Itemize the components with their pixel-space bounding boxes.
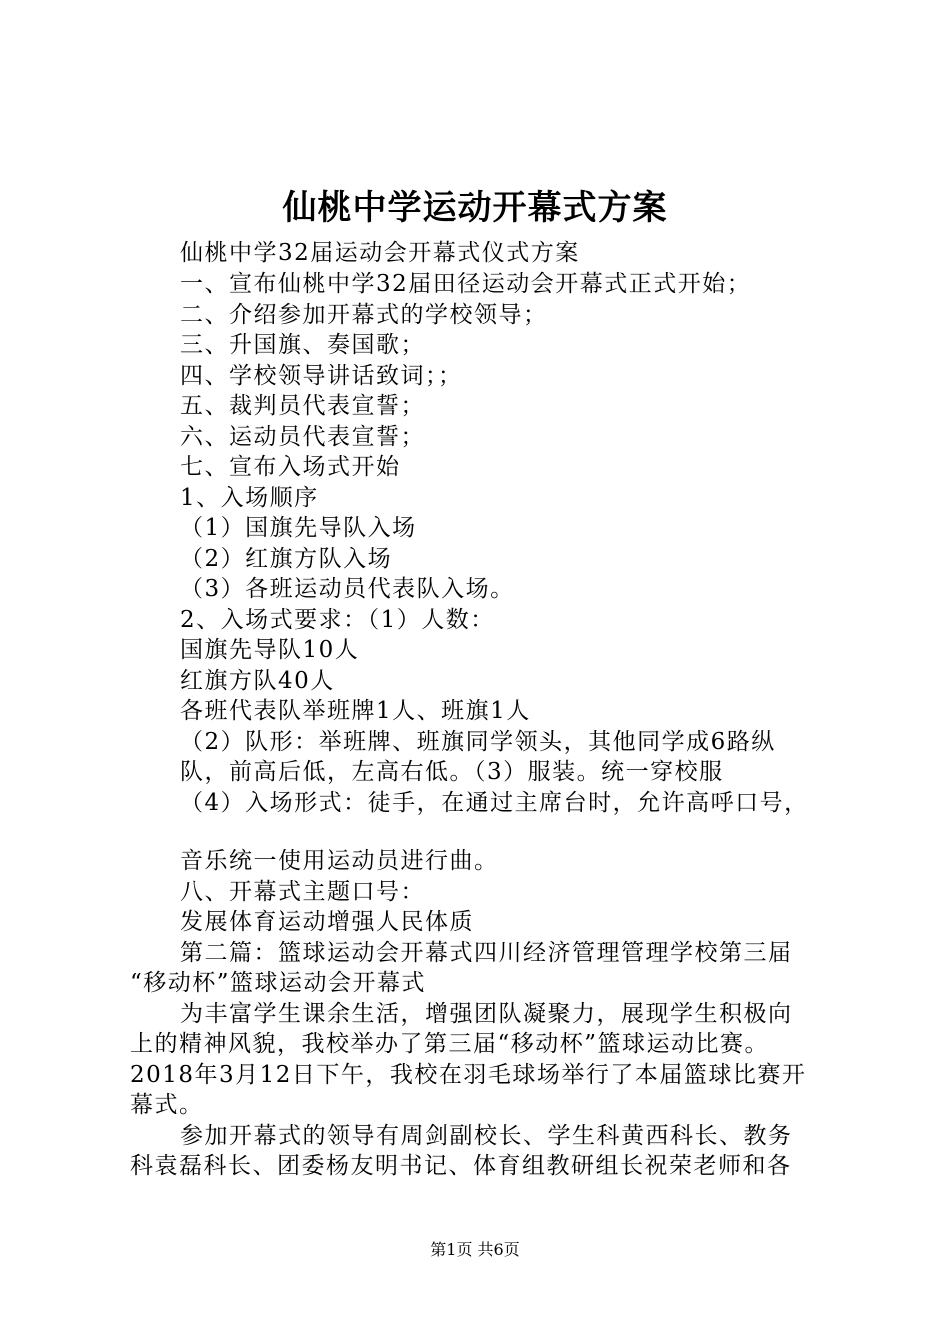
body-line: 1、入场顺序: [180, 485, 319, 511]
body-line: 科袁磊科长、团委杨友明书记、体育组教研组长祝荣老师和各: [130, 1153, 792, 1179]
body-line: 一、宣布仙桃中学32届田径运动会开幕式正式开始；: [180, 271, 752, 297]
body-line: 国旗先导队10人: [180, 637, 360, 663]
body-line: 仙桃中学32届运动会开幕式仪式方案: [180, 240, 580, 266]
body-line: 发展体育运动增强人民体质: [180, 909, 474, 935]
body-line: 六、运动员代表宣誓；: [180, 424, 425, 450]
body-line: （2）队形：举班牌、班旗同学领头，其他同学成6路纵: [180, 729, 776, 755]
body-line: 为丰富学生课余生活，增强团队凝聚力，展现学生积极向: [180, 1001, 793, 1027]
body-line: 上的精神风貌，我校举办了第三届“移动杯”篮球运动比赛。: [130, 1031, 770, 1057]
body-line: 参加开幕式的领导有周剑副校长、学生科黄西科长、教务: [180, 1123, 793, 1149]
body-line: 第二篇：篮球运动会开幕式四川经济管理管理学校第三届: [180, 940, 793, 966]
body-line: （2）红旗方队入场: [180, 546, 393, 572]
body-line: （4）入场形式：徒手，在通过主席台时，允许高呼口号，: [180, 790, 809, 816]
page-footer: 第1页 共6页: [430, 1240, 520, 1259]
body-line: 二、介绍参加开幕式的学校领导；: [180, 302, 548, 328]
body-line: 队，前高后低，左高右低。（3）服装。统一穿校服: [180, 759, 724, 785]
body-line: 2、入场式要求：（1）人数：: [180, 607, 495, 633]
body-line: 幕式。: [130, 1092, 204, 1118]
body-line: 四、学校领导讲话致词；；: [180, 363, 463, 389]
body-line: 音乐统一使用运动员进行曲。: [180, 848, 499, 874]
body-line: 三、升国旗、奏国歌；: [180, 332, 425, 358]
body-line: 2018年3月12日下午，我校在羽毛球场举行了本届篮球比赛开: [130, 1062, 807, 1088]
body-line: 各班代表队举班牌1人、班旗1人: [180, 698, 531, 724]
body-line: （1）国旗先导队入场: [180, 515, 417, 541]
body-line: “移动杯”篮球运动会开幕式: [130, 970, 427, 996]
document-title: 仙桃中学运动开幕式方案: [282, 188, 668, 228]
body-line: 红旗方队40人: [180, 668, 335, 694]
body-line: 八、开幕式主题口号：: [180, 879, 425, 905]
body-line: 五、裁判员代表宣誓；: [180, 393, 425, 419]
body-line: 七、宣布入场式开始: [180, 454, 401, 480]
body-line: （3）各班运动员代表队入场。: [180, 576, 515, 602]
